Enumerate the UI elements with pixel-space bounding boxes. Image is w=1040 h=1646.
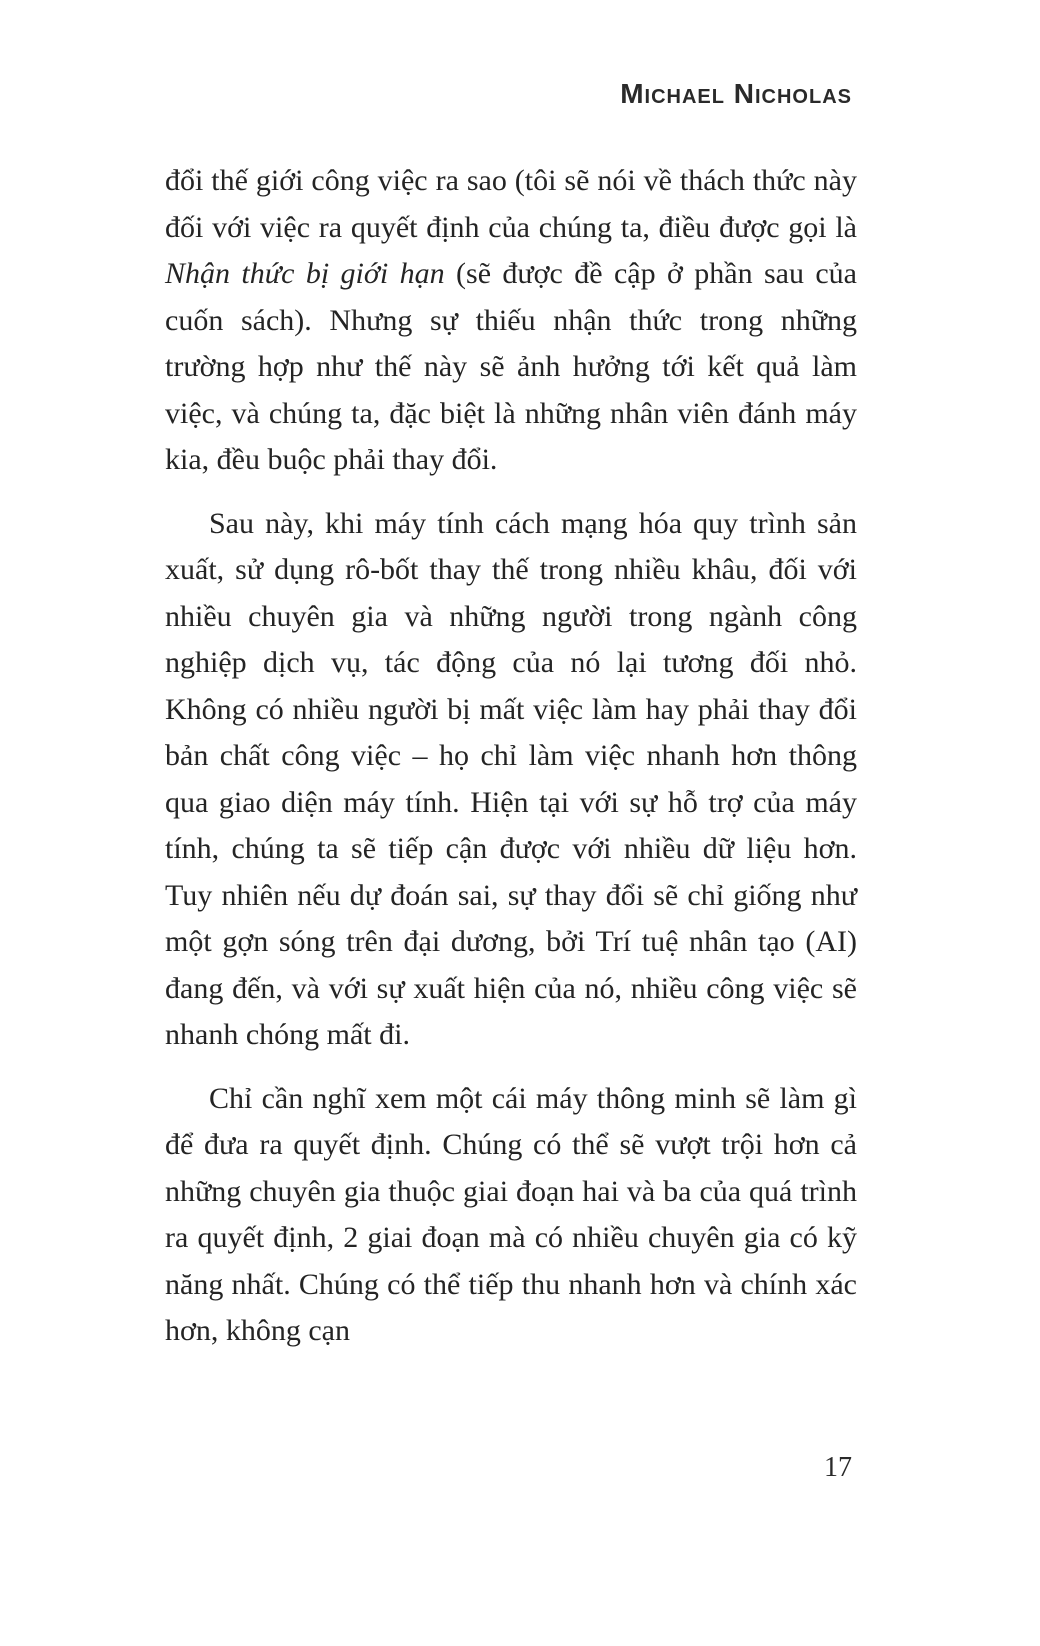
running-header-author: Michael Nicholas bbox=[620, 78, 852, 109]
paragraph-1-italic-phrase: Nhận thức bị giới hạn bbox=[165, 257, 445, 290]
paragraph-1-text-after-italic: (sẽ được đề cập ở phần sau của cuốn sách). Nhưng sự thiếu nhận thức trong những trường hợp như thế này sẽ ảnh hưởng tới kết quả làm việc, và chúng ta, đặc biệt là những nhân viên đánh máy kia, đều buộc phải thay đổi. bbox=[165, 257, 857, 476]
paragraph-3: Chỉ cần nghĩ xem một cái máy thông minh sẽ làm gì để đưa ra quyết định. Chúng có thể sẽ vượt trội hơn cả những chuyên gia thuộc giai đoạn hai và ba của quá trình ra quyết định, 2 giai đoạn mà có nhiều chuyên gia có kỹ năng nhất. Chúng có thể tiếp thu nhanh hơn và chính xác hơn, không cạn bbox=[165, 1081, 857, 1347]
paragraph-1-text-before-italic: đổi thế giới công việc ra sao (tôi sẽ nói về thách thức này đối với việc ra quyết định của chúng ta, điều được gọi là bbox=[165, 164, 857, 244]
page-number: 17 bbox=[824, 1452, 852, 1483]
paragraph-1 bbox=[165, 158, 857, 484]
page-body bbox=[165, 158, 857, 1372]
paragraph-2: Sau này, khi máy tính cách mạng hóa quy trình sản xuất, sử dụng rô-bốt thay thế trong nhiều khâu, đối với nhiều chuyên gia và những người trong ngành công nghiệp dịch vụ, tác động của nó lại tương đối nhỏ. Không có nhiều người bị mất việc làm hay phải thay đổi bản chất công việc – họ chỉ làm việc nhanh hơn thông qua giao diện máy tính. Hiện tại với sự hỗ trợ của máy tính, chúng ta sẽ tiếp cận được với nhiều dữ liệu hơn. Tuy nhiên nếu dự đoán sai, sự thay đổi sẽ chỉ giống như một gợn sóng trên đại dương, bởi Trí tuệ nhân tạo (AI) đang đến, và với sự xuất hiện của nó, nhiều công việc sẽ nhanh chóng mất đi. bbox=[165, 506, 857, 1051]
